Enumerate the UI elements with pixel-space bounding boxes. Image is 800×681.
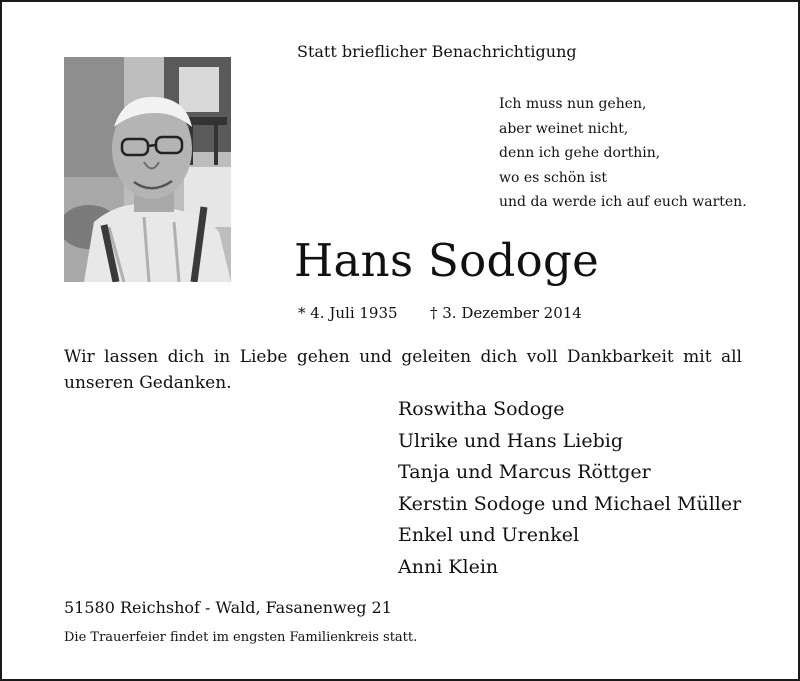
notice-heading: Statt brieflicher Benachrichtigung <box>297 42 577 61</box>
portrait-photo <box>64 57 231 282</box>
poem-line: wo es schön ist <box>499 169 608 186</box>
portrait-image <box>64 57 231 282</box>
mourner-name: Roswitha Sodoge <box>398 398 565 420</box>
farewell-message: Wir lassen dich in Liebe gehen und geleiten dich voll Dankbarkeit mit all unseren Gedanken. <box>64 347 742 393</box>
ceremony-note: Die Trauerfeier findet im engsten Familienkreis statt. <box>64 630 418 645</box>
deceased-name: Hans Sodoge <box>294 234 600 287</box>
mourner-name: Anni Klein <box>398 555 499 578</box>
mourner-name: Enkel und Urenkel <box>398 524 580 546</box>
birth-date: * 4. Juli 1935 <box>298 304 398 322</box>
poem-line: aber weinet nicht, <box>499 120 629 137</box>
mourner-name: Tanja und Marcus Röttger <box>398 461 651 483</box>
mourner-name: Kerstin Sodoge und Michael Müller <box>398 492 742 515</box>
mourner-name: Ulrike und Hans Liebig <box>398 429 623 452</box>
address: 51580 Reichshof - Wald, Fasanenweg 21 <box>64 598 392 617</box>
mourners-list <box>398 394 741 583</box>
poem-line: Ich muss nun gehen, <box>499 96 647 112</box>
poem <box>499 92 747 215</box>
poem-line: denn ich gehe dorthin, <box>499 145 661 161</box>
death-date: † 3. Dezember 2014 <box>430 304 582 322</box>
poem-line: und da werde ich auf euch warten. <box>499 194 747 210</box>
